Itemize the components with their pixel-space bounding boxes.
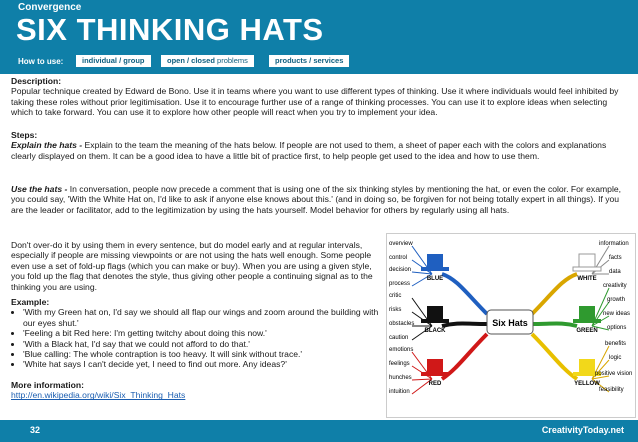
example-section [11, 297, 383, 370]
mindmap-item: facts [609, 255, 622, 261]
tag-individual-group: individual / group [76, 55, 151, 67]
red-hat-name: RED [428, 381, 442, 387]
blue-hat-name: BLUE [426, 276, 444, 282]
example-item: • 'Blue calling: The whole contraption is too heavy. It will sink without trace.' [23, 349, 383, 359]
description-heading: Description: [11, 76, 62, 86]
more-info-heading: More information: [11, 380, 85, 390]
step-use: Use the hats - In conversation, people now precede a comment that is using one of the six thinking styles by mentioning the hat, or even the color. For example, you could say, 'With the White Hat on, I'd like to ask if anyone else knows about this.' (and in doing so, be forgiven for not being totally expert in all things). If you are the leader or facilitator, add to the legitimization by using the hats yourself. Model behavior for others by regularly using all hats. [11, 184, 622, 215]
white-hat-name: WHITE [577, 276, 597, 282]
example-item: • 'With a Black hat, I'd say that we could not afford to do that.' [23, 339, 383, 349]
tag-open-closed: open / closed problems [161, 55, 254, 67]
how-to-use-label: How to use: [18, 57, 64, 66]
more-info-section [11, 380, 383, 401]
mindmap-item: critic [389, 293, 402, 299]
tag-products-services: products / services [269, 55, 349, 67]
mindmap-item: options [607, 325, 627, 331]
description-text: Popular technique created by Edward de Bono. Use it in teams where you want to use different types of thinking. Use it where individuals would feel inhibited by taking these roles without prior legitimisation. Use it to encourage further use of a range of thinking processes. You can use it to explore ideas when selecting which to take forward. You can use it to explore how other people will react when you try to implement your idea. [11, 86, 619, 118]
mindmap-item: benefits [605, 341, 627, 347]
example-item: • 'White hat says I can't decide yet, I need to find out more. Any ideas?' [23, 359, 383, 369]
example-item: • 'With my Green hat on, I'd say we should all flap our wings and zoom around the building with our eyes shut.' [23, 307, 383, 328]
mindmap-item: caution [389, 335, 409, 341]
page-number: 32 [30, 425, 41, 435]
footer-bar [0, 420, 638, 442]
example-list [11, 307, 383, 369]
steps-heading: Steps: [11, 130, 38, 140]
mindmap-item: new ideas [603, 311, 631, 317]
mindmap-item: data [609, 269, 621, 275]
mindmap-item: growth [607, 297, 626, 303]
mindmap-item: emotions [389, 347, 414, 353]
white-hat-icon [573, 254, 601, 271]
mindmap-item: logic [609, 355, 622, 361]
example-heading: Example: [11, 297, 50, 307]
steps-section [11, 130, 627, 161]
mindmap-item: decision [389, 267, 412, 273]
step-overdo-text: Don't over-do it by using them in every sentence, but do model early and at regular intervals, especially if people are missing viewpoints or are not using the hats well enough. Some people even use a set of fold-up flags (which you can make or buy). When you are using a given style, you fold up the flag that denotes the style, thus giving other people a continuing signal as to the thinking you are using. [11, 240, 373, 292]
red-hat-icon [421, 359, 449, 376]
mindmap-item: hunches [389, 375, 412, 381]
page-title: SIX THINKING HATS [16, 12, 324, 47]
mindmap-item: feasibility [599, 387, 624, 393]
yellow-hat-name: YELLOW [574, 381, 600, 387]
header-bar [0, 0, 638, 74]
mindmap-item: risks [389, 307, 402, 313]
mindmap-item: positive vision [595, 371, 633, 377]
wikipedia-link[interactable]: http://en.wikipedia.org/wiki/Six_Thinking_Hats [11, 390, 186, 401]
mindmap-item: obstacles [389, 321, 415, 327]
black-hat-name: BLACK [424, 328, 446, 334]
mindmap-item: process [389, 281, 411, 287]
step-explain: Explain the hats - Explain to the team the meaning of the hats below. If people are not used to them, a sheet of paper each with the colors and explanations clearly displayed on them. It can be a good idea to have a little bit of practice first, to help people get used to the idea and how to use them. [11, 140, 607, 161]
step-use-section [11, 184, 627, 215]
step-overdo-section [11, 240, 383, 292]
green-hat-name: GREEN [576, 328, 598, 334]
site-name: CreativityToday.net [541, 425, 624, 435]
blue-hat-icon [421, 254, 449, 271]
mindmap-item: overview [389, 241, 413, 247]
mindmap-item: information [599, 241, 629, 247]
mindmap-center-label: Six Hats [492, 318, 528, 328]
mindmap-svg [387, 234, 635, 417]
mindmap-item: creativity [603, 283, 627, 289]
six-hats-mindmap [386, 233, 636, 418]
mindmap-item: control [389, 255, 408, 261]
mindmap-item: intuition [389, 389, 410, 395]
description-section [11, 76, 627, 118]
kicker: Convergence [18, 2, 82, 13]
black-hat-icon [421, 306, 449, 323]
example-item: • 'Feeling a bit Red here: I'm getting twitchy about doing this now.' [23, 328, 383, 338]
mindmap-item: feelings [389, 361, 410, 367]
